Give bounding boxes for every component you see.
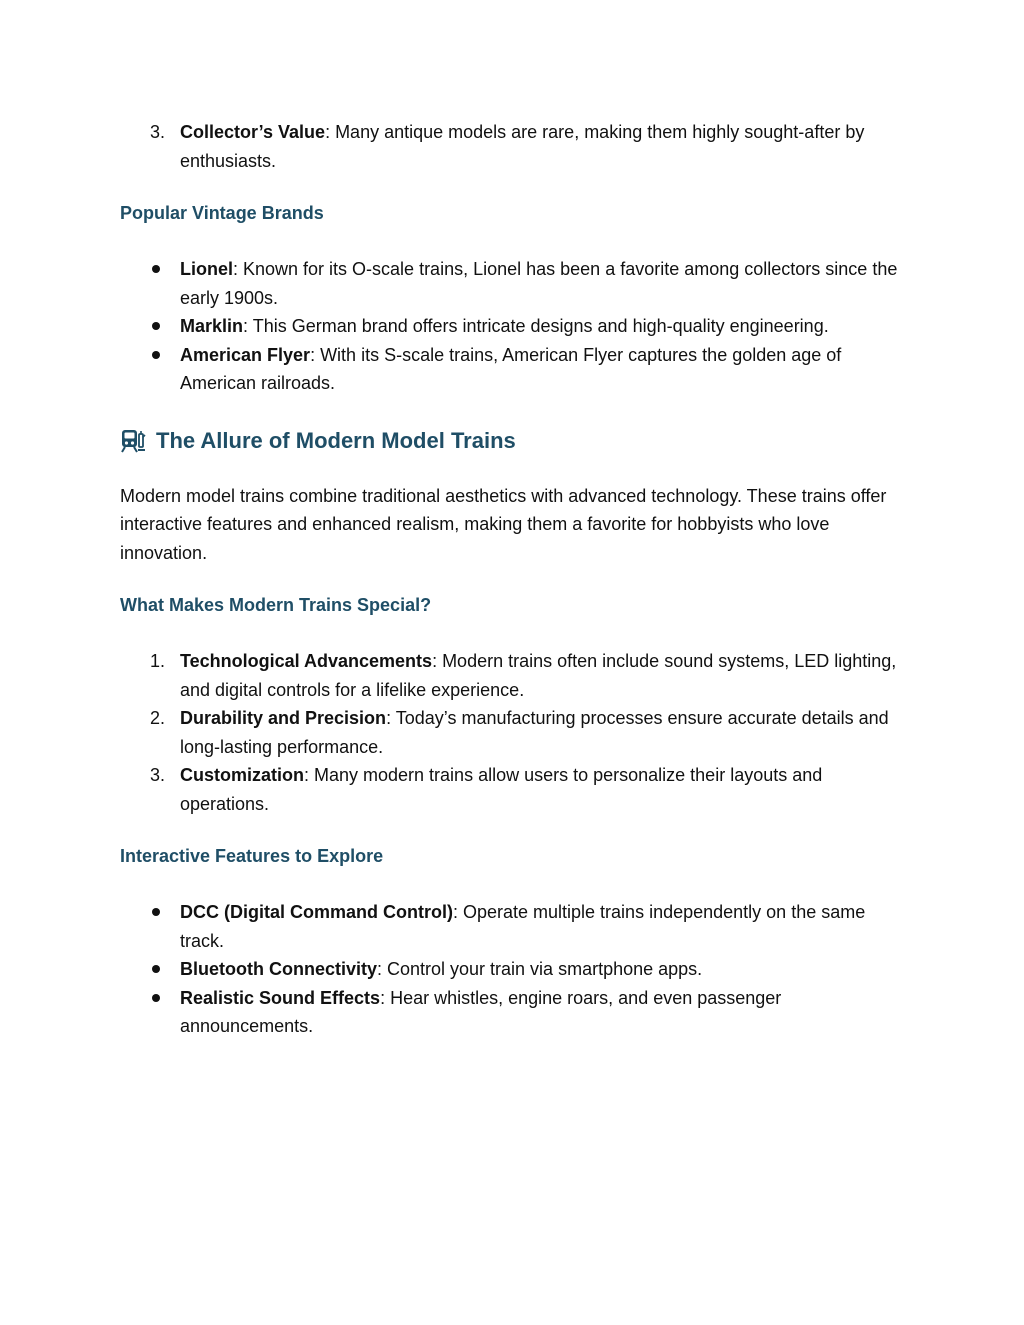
brands-list — [120, 255, 910, 398]
bullet — [152, 908, 160, 916]
list-term: Lionel — [180, 259, 233, 279]
list-text: : Many antique models are rare, making them highly sought-after by enthusiasts. — [180, 122, 865, 171]
bullet — [152, 322, 160, 330]
list-term: Collector’s Value — [180, 122, 326, 142]
list-text: : Modern trains often include sound systems, LED lighting, and digital controls for a lifelike experience. — [180, 651, 897, 700]
list-text: : Many modern trains allow users to personalize their layouts and operations. — [180, 765, 823, 814]
train-icon — [120, 428, 146, 454]
list-item-marklin — [120, 312, 910, 341]
list-text: : Today’s manufacturing processes ensure accurate details and long-lasting performance. — [180, 708, 889, 757]
bullet — [152, 351, 160, 359]
list-item-technological — [120, 647, 910, 704]
list-term: Bluetooth Connectivity — [180, 959, 377, 979]
modern-intro: Modern model trains combine traditional aesthetics with advanced technology. These trains offer interactive features and enhanced realism, making them a favorite for hobbyists who love innovation. — [120, 485, 887, 563]
list-number: 3. — [150, 765, 166, 785]
features-list — [120, 898, 910, 1041]
list-item-bluetooth — [120, 955, 910, 984]
list-number: 3. — [150, 122, 166, 142]
list-item-durability — [120, 704, 910, 761]
list-text: : Known for its O-scale trains, Lionel has been a favorite among collectors since the early 1900s. — [180, 259, 898, 308]
collector-list — [120, 118, 910, 175]
list-text: : Hear whistles, engine roars, and even passenger announcements. — [180, 987, 782, 1036]
special-heading: What Makes Modern Trains Special? — [120, 595, 432, 615]
modern-heading — [120, 426, 910, 456]
list-term: Marklin — [180, 316, 244, 336]
list-item-dcc — [120, 898, 910, 955]
list-number: 1. — [150, 651, 166, 671]
brands-heading: Popular Vintage Brands — [120, 203, 324, 223]
list-term: American Flyer — [180, 344, 311, 365]
list-item-american-flyer — [120, 341, 910, 398]
list-term: Customization — [180, 765, 304, 785]
list-item-collector-value — [120, 118, 910, 175]
bullet — [152, 994, 160, 1002]
bullet — [152, 265, 160, 273]
special-list — [120, 647, 910, 818]
document-content — [120, 118, 910, 1041]
list-text: : Operate multiple trains independently on the same track. — [180, 902, 866, 951]
list-item-lionel — [120, 255, 910, 312]
bullet — [152, 965, 160, 973]
features-heading: Interactive Features to Explore — [120, 846, 384, 866]
list-number: 2. — [150, 708, 166, 728]
list-text: : Control your train via smartphone apps. — [377, 959, 703, 979]
modern-heading-text: The Allure of Modern Model Trains — [156, 427, 516, 453]
list-text: : This German brand offers intricate designs and high-quality engineering. — [243, 316, 829, 336]
list-term: DCC (Digital Command Control) — [180, 902, 453, 922]
list-term: Technological Advancements — [180, 651, 433, 671]
list-text: : With its S-scale trains, American Flyer captures the golden age of American railroads. — [180, 344, 842, 393]
list-term: Durability and Precision — [180, 708, 387, 728]
list-item-customization — [120, 761, 910, 818]
list-term: Realistic Sound Effects — [180, 987, 381, 1008]
list-item-sound-effects — [120, 984, 910, 1041]
